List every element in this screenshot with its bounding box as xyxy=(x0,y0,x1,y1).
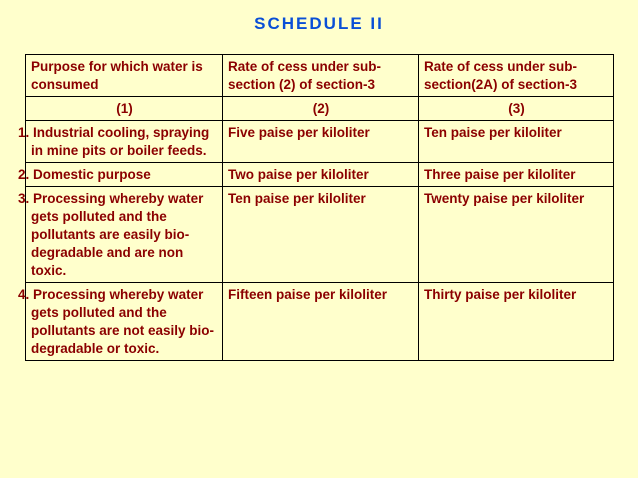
header-purpose: Purpose for which water is consumed xyxy=(26,55,223,97)
row-purpose: 1. Industrial cooling, spraying in mine pits or boiler feeds. xyxy=(26,121,223,163)
column-number-row xyxy=(26,97,614,121)
row-rate-subsection-2a: Three paise per kiloliter xyxy=(419,163,614,187)
table-row xyxy=(26,121,614,163)
row-rate-subsection-2: Ten paise per kiloliter xyxy=(223,187,419,283)
row-purpose: 3. Processing whereby water gets polluted and the pollutants are easily bio-degradable and are non toxic. xyxy=(26,187,223,283)
row-rate-subsection-2: Five paise per kiloliter xyxy=(223,121,419,163)
row-rate-subsection-2a: Ten paise per kiloliter xyxy=(419,121,614,163)
table-row xyxy=(26,187,614,283)
row-rate-subsection-2: Two paise per kiloliter xyxy=(223,163,419,187)
row-rate-subsection-2a: Twenty paise per kiloliter xyxy=(419,187,614,283)
row-rate-subsection-2a: Thirty paise per kiloliter xyxy=(419,283,614,361)
column-number-1: (1) xyxy=(26,97,223,121)
schedule-table xyxy=(18,54,614,361)
page-title: SCHEDULE II xyxy=(254,14,384,33)
column-number-2: (2) xyxy=(223,97,419,121)
header-rate-subsection-2a: Rate of cess under sub-section(2A) of section-3 xyxy=(419,55,614,97)
header-row xyxy=(26,55,614,97)
row-rate-subsection-2: Fifteen paise per kiloliter xyxy=(223,283,419,361)
column-number-3: (3) xyxy=(419,97,614,121)
row-purpose: 4. Processing whereby water gets polluted and the pollutants are not easily bio-degradable or toxic. xyxy=(26,283,223,361)
row-purpose: 2. Domestic purpose xyxy=(26,163,223,187)
header-rate-subsection-2: Rate of cess under sub-section (2) of section-3 xyxy=(223,55,419,97)
table-row xyxy=(26,163,614,187)
table-row xyxy=(26,283,614,361)
